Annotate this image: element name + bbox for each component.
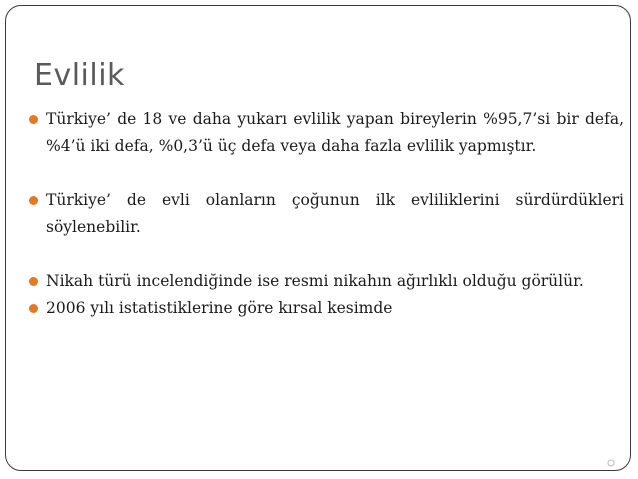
bullet-item [26, 268, 624, 295]
circle-bullet-icon [29, 304, 38, 313]
bullet-item [26, 106, 624, 160]
bullet-text: 2006 yılı istatistiklerine göre kırsal kesimde [46, 299, 393, 317]
bullet-item [26, 295, 624, 322]
bullet-text: Türkiye’ de 18 ve daha yukarı evlilik yapan bireylerin %95,7’si bir defa, %4’ü iki defa, %0,3’ü üç defa veya daha fazla evlilik yapmıştır. [46, 110, 624, 155]
bullet-item [26, 187, 624, 241]
circle-bullet-icon [29, 277, 38, 286]
bullet-text: Nikah türü incelendiğinde ise resmi nikahın ağırlıklı olduğu görülür. [46, 272, 584, 290]
circle-bullet-icon [29, 196, 38, 205]
circle-bullet-icon [29, 115, 38, 124]
bullet-text: Türkiye’ de evli olanların çoğunun ilk evliliklerini sürdürdükleri söylenebilir. [46, 191, 624, 236]
bullet-list [26, 106, 624, 322]
slide-title: Evlilik [34, 58, 125, 93]
slide-frame [5, 5, 631, 471]
corner-mark-icon [606, 458, 616, 468]
